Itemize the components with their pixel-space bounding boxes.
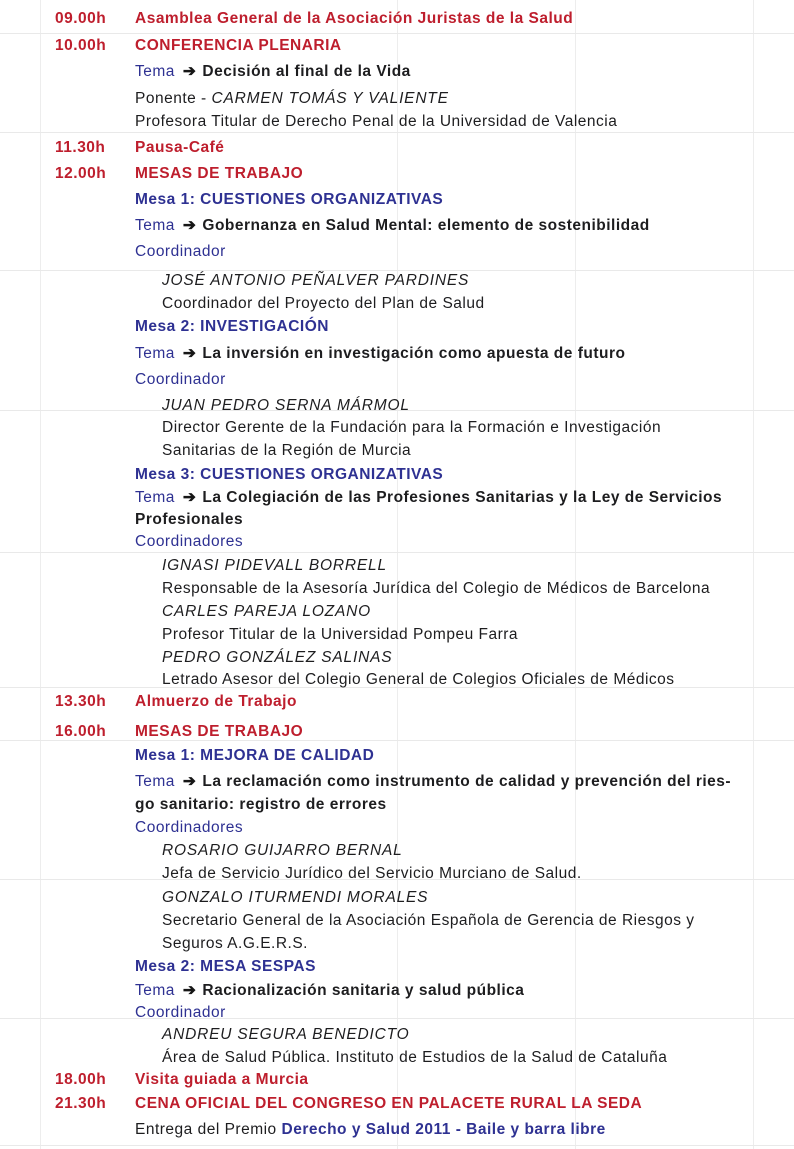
time-label: 13.30h (55, 693, 107, 710)
event-title: CONFERENCIA PLENARIA (135, 37, 342, 54)
vertical-grid-line (575, 0, 576, 1149)
speaker-description: Director Gerente de la Fundación para la Formación e Investigación (162, 419, 662, 436)
arrow-right-icon: ➔ (182, 773, 197, 790)
speaker-description: Sanitarias de la Región de Murcia (162, 442, 412, 459)
coordinator-label: Coordinador (135, 243, 226, 260)
ponente-label: Ponente - (135, 90, 212, 107)
premio-title: Derecho y Salud 2011 - Baile y barra libre (281, 1121, 606, 1138)
horizontal-grid-line (0, 33, 794, 34)
horizontal-grid-line (0, 132, 794, 133)
time-label: 18.00h (55, 1071, 107, 1088)
tema-line (135, 344, 625, 363)
time-label: 16.00h (55, 723, 107, 740)
premio-line (135, 1120, 606, 1139)
time-label: 11.30h (55, 139, 106, 156)
speaker-name: JOSÉ ANTONIO PEÑALVER PARDINES (162, 272, 470, 289)
tema-line (135, 488, 722, 507)
tema-text: La Colegiación de las Profesiones Sanitarias y la Ley de Servicios (202, 489, 723, 506)
tema-label: Tema (135, 773, 175, 790)
speaker-name: ANDREU SEGURA BENEDICTO (162, 1026, 410, 1043)
vertical-grid-line (397, 0, 398, 1149)
tema-text-continued: Profesionales (135, 511, 244, 528)
event-title: CENA OFICIAL DEL CONGRESO EN PALACETE RURAL LA SEDA (135, 1095, 643, 1112)
tema-line (135, 772, 731, 791)
tema-label: Tema (135, 982, 175, 999)
time-label: 21.30h (55, 1095, 107, 1112)
tema-label: Tema (135, 345, 175, 362)
tema-label: Tema (135, 489, 175, 506)
horizontal-grid-line (0, 552, 794, 553)
session-title: Mesa 3: CUESTIONES ORGANIZATIVAS (135, 466, 444, 483)
tema-text: Racionalización sanitaria y salud pública (202, 982, 525, 999)
speaker-name: CARMEN TOMÁS Y VALIENTE (211, 90, 449, 107)
time-label: 09.00h (55, 10, 107, 27)
speaker-description: Profesor Titular de la Universidad Pompeu Farra (162, 626, 519, 643)
event-title: Pausa-Café (135, 139, 225, 156)
speaker-name: IGNASI PIDEVALL BORRELL (162, 557, 387, 574)
event-title: Almuerzo de Trabajo (135, 693, 297, 710)
speaker-description: Seguros A.G.E.R.S. (162, 935, 308, 952)
tema-line (135, 981, 524, 1000)
tema-text: La reclamación como instrumento de calidad y prevención del ries- (202, 773, 732, 790)
session-title: Mesa 1: MEJORA DE CALIDAD (135, 747, 375, 764)
event-title: MESAS DE TRABAJO (135, 723, 304, 740)
speaker-description: Área de Salud Pública. Instituto de Estudios de la Salud de Cataluña (162, 1049, 668, 1066)
speaker-description: Letrado Asesor del Colegio General de Colegios Oficiales de Médicos (162, 671, 675, 688)
speaker-name: JUAN PEDRO SERNA MÁRMOL (162, 397, 410, 414)
speaker-description: Profesora Titular de Derecho Penal de la Universidad de Valencia (135, 113, 618, 130)
speaker-description: Jefa de Servicio Jurídico del Servicio Murciano de Salud. (162, 865, 582, 882)
session-title: Mesa 2: MESA SESPAS (135, 958, 316, 975)
tema-text: La inversión en investigación como apuesta de futuro (202, 345, 626, 362)
speaker-name: ROSARIO GUIJARRO BERNAL (162, 842, 403, 859)
time-label: 10.00h (55, 37, 107, 54)
tema-label: Tema (135, 217, 175, 234)
horizontal-grid-line (0, 1018, 794, 1019)
ponente-line (135, 89, 449, 108)
arrow-right-icon: ➔ (182, 982, 197, 999)
speaker-description: Responsable de la Asesoría Jurídica del Colegio de Médicos de Barcelona (162, 580, 711, 597)
event-title: Visita guiada a Murcia (135, 1071, 309, 1088)
speaker-name: CARLES PAREJA LOZANO (162, 603, 371, 620)
coordinator-label: Coordinador (135, 1004, 226, 1021)
speaker-description: Secretario General de la Asociación Española de Gerencia de Riesgos y (162, 912, 695, 929)
horizontal-grid-line (0, 1145, 794, 1146)
tema-line (135, 216, 650, 235)
tema-text-continued: go sanitario: registro de errores (135, 796, 387, 813)
tema-text: Gobernanza en Salud Mental: elemento de sostenibilidad (202, 217, 650, 234)
event-title: Asamblea General de la Asociación Juristas de la Salud (135, 10, 574, 27)
tema-label: Tema (135, 63, 175, 80)
vertical-grid-line (753, 0, 754, 1149)
horizontal-grid-line (0, 740, 794, 741)
speaker-description: Coordinador del Proyecto del Plan de Salud (162, 295, 485, 312)
speaker-name: PEDRO GONZÁLEZ SALINAS (162, 649, 393, 666)
session-title: Mesa 1: CUESTIONES ORGANIZATIVAS (135, 191, 444, 208)
arrow-right-icon: ➔ (182, 345, 197, 362)
tema-line (135, 62, 411, 81)
arrow-right-icon: ➔ (182, 489, 197, 506)
event-title: MESAS DE TRABAJO (135, 165, 304, 182)
coordinator-label: Coordinadores (135, 819, 244, 836)
arrow-right-icon: ➔ (182, 217, 197, 234)
premio-intro: Entrega del Premio (135, 1121, 282, 1138)
speaker-name: GONZALO ITURMENDI MORALES (162, 889, 429, 906)
tema-text: Decisión al final de la Vida (202, 63, 411, 80)
arrow-right-icon: ➔ (182, 63, 197, 80)
vertical-grid-line (40, 0, 41, 1149)
session-title: Mesa 2: INVESTIGACIÓN (135, 318, 329, 335)
coordinator-label: Coordinadores (135, 533, 244, 550)
coordinator-label: Coordinador (135, 371, 226, 388)
time-label: 12.00h (55, 165, 107, 182)
